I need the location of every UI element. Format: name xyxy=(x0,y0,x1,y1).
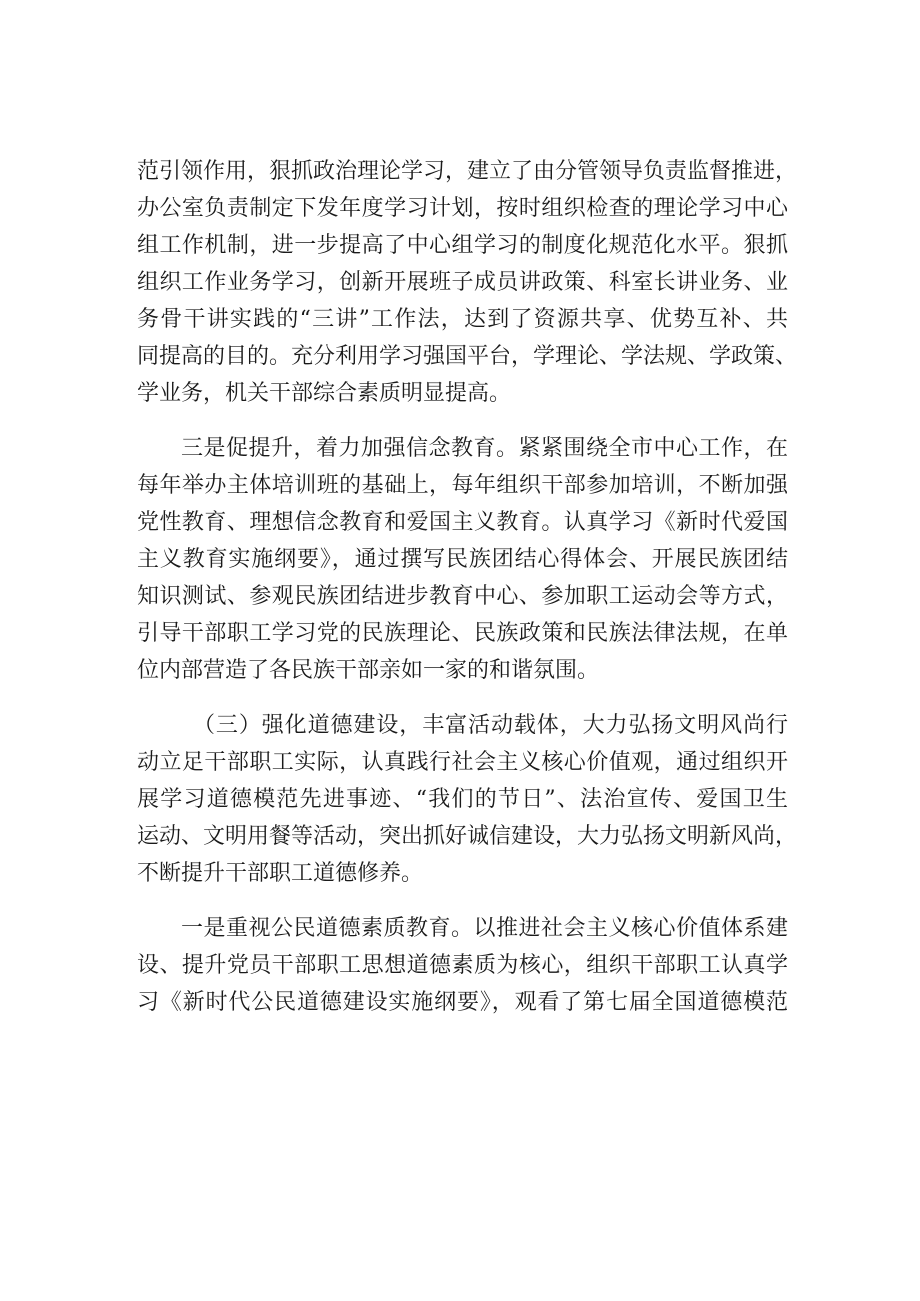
paragraph-line: 动立足干部职工实际，认真践行社会主义核心价值观，通过组织开 xyxy=(137,750,788,775)
paragraph-study-work xyxy=(137,153,798,412)
paragraph-line: 三是促提升，着力加强信念教育。紧紧围绕全市中心工作，在 xyxy=(181,436,788,461)
paragraph-moral-building xyxy=(137,707,798,892)
paragraph-line: 不断提升干部职工道德修养。 xyxy=(137,861,424,886)
paragraph-line: 学业务，机关干部综合素质明显提高。 xyxy=(137,381,512,406)
paragraph-line: 每年举办主体培训班的基础上，每年组织干部参加培训，不断加强 xyxy=(137,473,788,498)
paragraph-line: 范引领作用，狠抓政治理论学习，建立了由分管领导负责监督推进， xyxy=(137,159,798,184)
paragraph-line: 引导干部职工学习党的民族理论、民族政策和民族法律法规，在单 xyxy=(137,621,788,646)
paragraph-line: 习《新时代公民道德建设实施纲要》，观看了第七届全国道德模范 xyxy=(137,990,788,1015)
paragraph-line: 主义教育实施纲要》，通过撰写民族团结心得体会、开展民族团结 xyxy=(137,547,788,572)
paragraph-belief-education xyxy=(137,430,788,689)
paragraph-line: 知识测试、参观民族团结进步教育中心、参加职工运动会等方式， xyxy=(137,584,788,609)
paragraph-line: 位内部营造了各民族干部亲如一家的和谐氛围。 xyxy=(137,658,600,683)
paragraph-line: 组织工作业务学习，创新开展班子成员讲政策、科室长讲业务、业 xyxy=(137,270,788,295)
paragraph-line: 务骨干讲实践的“三讲”工作法，达到了资源共享、优势互补、共 xyxy=(137,307,788,332)
paragraph-line: 一是重视公民道德素质教育。以推进社会主义核心价值体系建 xyxy=(181,916,788,941)
paragraph-line: 设、提升党员干部职工思想道德素质为核心，组织干部职工认真学 xyxy=(137,953,788,978)
paragraph-line: 办公室负责制定下发年度学习计划，按时组织检查的理论学习中心 xyxy=(137,196,788,221)
document-body xyxy=(137,153,798,1021)
paragraph-line: 运动、文明用餐等活动，突出抓好诚信建设，大力弘扬文明新风尚， xyxy=(137,824,798,849)
section-heading-line: （三）强化道德建设，丰富活动载体，大力弘扬文明风尚行 xyxy=(193,713,788,738)
paragraph-line: 同提高的目的。充分利用学习强国平台，学理论、学法规、学政策、 xyxy=(137,344,798,369)
paragraph-line: 党性教育、理想信念教育和爱国主义教育。认真学习《新时代爱国 xyxy=(137,510,788,535)
paragraph-line: 展学习道德模范先进事迹、“我们的节日”、法治宣传、爱国卫生 xyxy=(137,787,788,812)
paragraph-citizen-morality xyxy=(137,910,788,1021)
paragraph-line: 组工作机制，进一步提高了中心组学习的制度化规范化水平。狠抓 xyxy=(137,233,788,258)
